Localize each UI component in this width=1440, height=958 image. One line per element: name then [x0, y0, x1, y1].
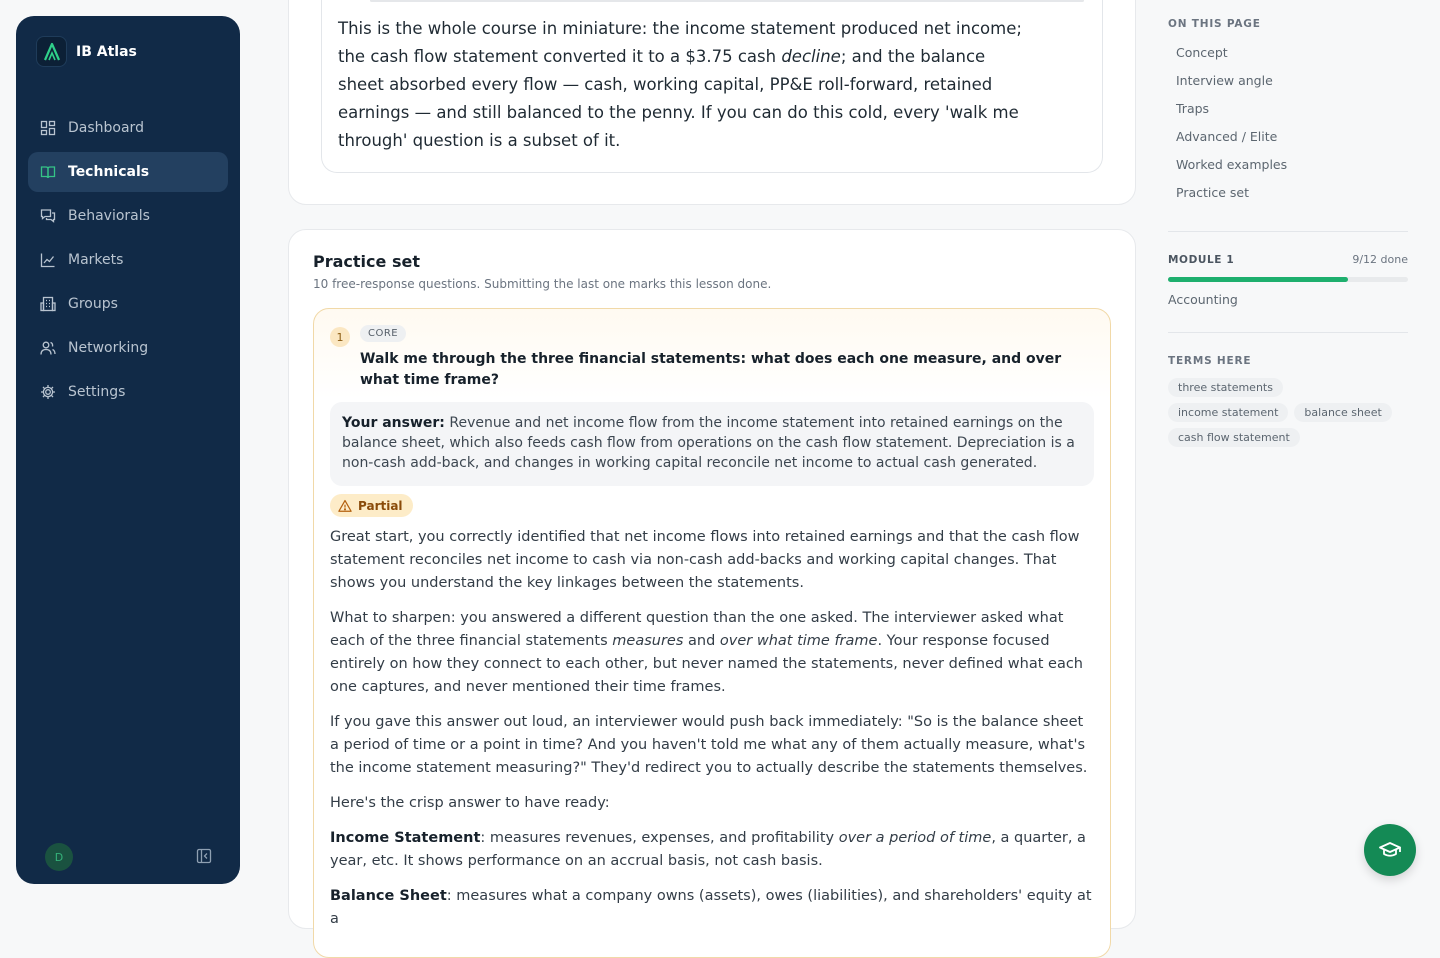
terms-list: [1168, 378, 1408, 447]
sidebar-item-label: Dashboard: [68, 120, 144, 136]
feedback-paragraph: [330, 827, 1094, 873]
grade-badge: [330, 494, 413, 517]
feedback-emphasis: over what time frame: [719, 633, 878, 649]
feedback-term: Income Statement: [330, 830, 481, 846]
summary-box: [321, 0, 1103, 173]
term-chip[interactable]: cash flow statement: [1168, 428, 1300, 447]
module-name: Accounting: [1168, 292, 1238, 307]
term-chip[interactable]: income statement: [1168, 403, 1288, 422]
toc-link-concept[interactable]: Concept: [1176, 45, 1228, 60]
divider: [1168, 332, 1408, 333]
practice-set-subtitle: 10 free-response questions. Submitting the last one marks this lesson done.: [313, 277, 772, 291]
question-card: [313, 308, 1111, 958]
summary-text: [338, 15, 1028, 155]
users-icon: [40, 340, 56, 356]
toc-heading: ON THIS PAGE: [1168, 18, 1261, 30]
summary-part: This is the whole course in miniature: the income statement produced net income; the cash flow statement converted it to a $3.75 cash: [338, 19, 1022, 66]
user-answer: [330, 402, 1094, 486]
question-tag: CORE: [360, 325, 406, 342]
sidebar-item-label: Behaviorals: [68, 208, 150, 224]
question-number: 1: [330, 327, 350, 347]
sidebar-item-technicals[interactable]: [28, 152, 228, 192]
avatar[interactable]: D: [45, 843, 73, 871]
worked-example-card: [288, 0, 1136, 205]
feedback-paragraph: [330, 885, 1094, 931]
module-progress-bar: [1168, 277, 1408, 282]
toc-link-practice-set[interactable]: Practice set: [1176, 185, 1250, 200]
grid-icon: [40, 120, 56, 136]
sidebar-item-label: Settings: [68, 384, 126, 400]
module-progress-fill: [1168, 277, 1348, 282]
term-chip[interactable]: balance sheet: [1294, 403, 1391, 422]
summary-part: ; and the balance sheet absorbed every flow — cash, working capital, PP&E roll-forward, retained earnings — and still balanced to the penny. If you can do this cold, every 'walk me through' question is a subset of it.: [338, 47, 1019, 150]
feedback-part: . Your response focused entirely on how they connect to each other, but never named the statements, never defined what each one captures, and never mentioned their time frames.: [330, 633, 1083, 695]
feedback: [330, 526, 1094, 943]
sidebar-item-label: Groups: [68, 296, 118, 312]
sidebar-item-settings[interactable]: [28, 372, 228, 412]
feedback-paragraph: [330, 607, 1094, 699]
tutor-button[interactable]: [1364, 824, 1416, 876]
toc-link-worked-examples[interactable]: Worked examples: [1176, 157, 1288, 172]
feedback-part: What to sharpen: you answered a different question than the one asked. The interviewer asked what each of the three financial statements: [330, 610, 1064, 649]
collapse-sidebar-icon[interactable]: [196, 848, 212, 864]
sidebar-item-dashboard[interactable]: [28, 108, 228, 148]
feedback-part: and: [683, 633, 720, 649]
gear-icon: [40, 384, 56, 400]
practice-set-card: [288, 229, 1136, 929]
feedback-paragraph: Here's the crisp answer to have ready:: [330, 795, 610, 811]
feedback-term: Balance Sheet: [330, 888, 447, 904]
sidebar-item-behaviorals[interactable]: [28, 196, 228, 236]
question-text: Walk me through the three financial statements: what does each one measure, and over what time frame?: [360, 351, 1062, 388]
module-progress-text: 9/12 done: [1352, 253, 1408, 266]
terms-heading: TERMS HERE: [1168, 355, 1252, 367]
answer-text: Revenue and net income flow from the income statement into retained earnings on the balance sheet, which also feeds cash flow from operations on the cash flow statement. Depreciation is a non-cash add-back, and changes in working capital reconcile net income to actual cash generated.: [342, 415, 1075, 471]
sidebar-nav: [28, 108, 228, 416]
sidebar-item-groups[interactable]: [28, 284, 228, 324]
feedback-emphasis: over a period of time: [838, 830, 992, 846]
toc-link-traps[interactable]: Traps: [1176, 101, 1210, 116]
chat-icon: [40, 208, 56, 224]
sidebar-item-label: Networking: [68, 340, 149, 356]
feedback-paragraph: Great start, you correctly identified that net income flows into retained earnings and that the cash flow statement reconciles net income to cash via non-cash add-backs and working capital changes. That shows you understand the key linkages between the statements.: [330, 529, 1080, 591]
line-chart-icon: [40, 252, 56, 268]
book-open-icon: [40, 164, 56, 180]
answer-label: Your answer:: [342, 415, 445, 431]
feedback-part: , a quarter, a year, etc. It shows performance on an accrual basis, not cash basis.: [330, 830, 1086, 869]
warning-icon: [338, 499, 352, 513]
feedback-paragraph: If you gave this answer out loud, an interviewer would push back immediately: "So is the balance sheet a period of time or a point in time? And you haven't told me what any of them actually measure, what's the income statement measuring?" They'd redirect you to actually describe the statements themselves.: [330, 714, 1088, 776]
graduation-cap-icon: [1378, 838, 1402, 862]
sidebar-item-markets[interactable]: [28, 240, 228, 280]
term-chip[interactable]: three statements: [1168, 378, 1283, 397]
feedback-part: : measures what a company owns (assets), owes (liabilities), and shareholders' equity at a: [330, 888, 1092, 927]
module-label: MODULE 1: [1168, 254, 1235, 266]
sidebar: [16, 16, 240, 884]
scroll-indicator: [370, 0, 1084, 2]
sidebar-item-label: Technicals: [68, 164, 150, 180]
brand[interactable]: [36, 36, 137, 67]
toc-link-advanced[interactable]: Advanced / Elite: [1176, 129, 1278, 144]
brand-name: IB Atlas: [76, 43, 137, 60]
sidebar-item-networking[interactable]: [28, 328, 228, 368]
practice-set-title: Practice set: [313, 252, 420, 271]
feedback-part: : measures revenues, expenses, and profitability: [480, 830, 839, 846]
feedback-emphasis: measures: [612, 633, 684, 649]
summary-emphasis: decline: [781, 47, 841, 66]
grade-label: Partial: [358, 498, 403, 513]
toc-link-interview-angle[interactable]: Interview angle: [1176, 73, 1273, 88]
table-of-contents: [1176, 44, 1287, 212]
divider: [1168, 231, 1408, 232]
sidebar-item-label: Markets: [68, 252, 124, 268]
building-icon: [40, 296, 56, 312]
atlas-logo-icon: [36, 36, 67, 67]
